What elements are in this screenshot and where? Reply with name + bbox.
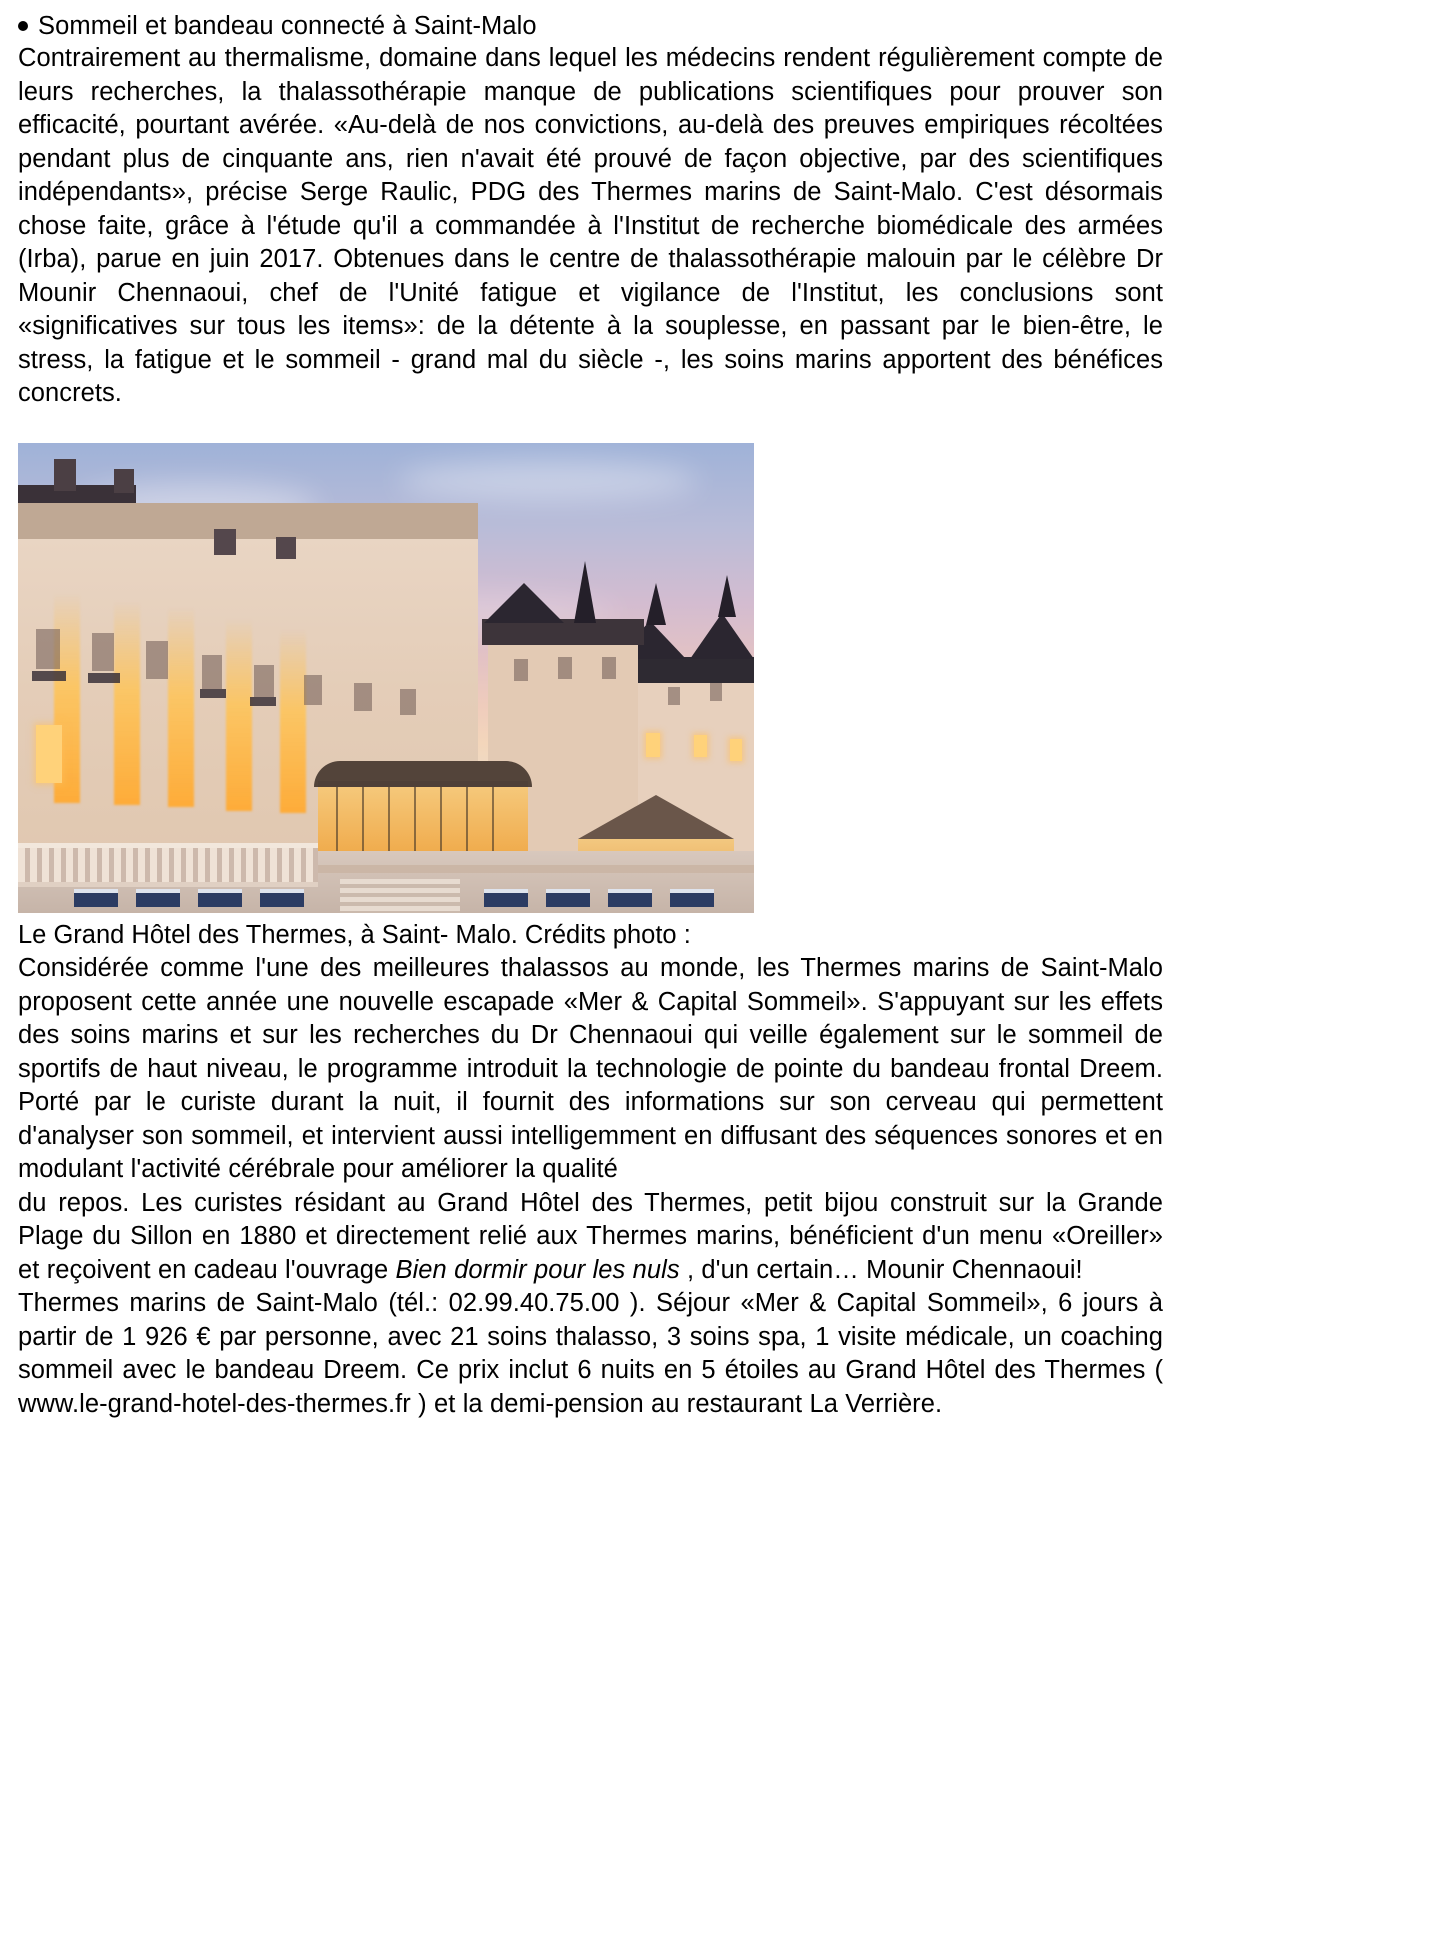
figure-photo <box>18 443 754 913</box>
paragraph-practical-part2: ) et la demi-pension au restaurant La Verrière. <box>410 1389 943 1418</box>
figure-caption: Le Grand Hôtel des Thermes, à Saint- Malo. Crédits photo : <box>18 920 691 949</box>
paragraph-practical-part1: Thermes marins de Saint-Malo (tél.: 02.99.40.75.00 ). Séjour «Mer & Capital Sommeil», 6 jours à partir de 1 926 € par personne, avec 21 soins thalasso, 3 soins spa, 1 visite médicale, un coaching sommeil avec le bandeau Dreem. Ce prix inclut 6 nuits en 5 étoiles au Grand Hôtel des Thermes ( <box>18 1289 1163 1384</box>
document-content <box>18 0 1163 1421</box>
paragraph-repos <box>18 1187 1163 1288</box>
paragraph-repos-part1: du repos. Les curistes résidant au Grand Hôtel des Thermes, petit bijou construit sur la Grande Plage du Sillon en 1880 et directement relié aux Thermes marins, bénéficient d'un menu «Oreiller» et reçoivent en cadeau l'ouvrage <box>18 1188 1163 1284</box>
section-heading-text: Sommeil et bandeau connecté à Saint-Malo <box>38 12 537 40</box>
hotel-photograph <box>18 443 754 913</box>
paragraph-after-image: Considérée comme l'une des meilleures thalassos au monde, les Thermes marins de Saint-Malo proposent cette année une nouvelle escapade «Mer & Capital Sommeil». S'appuyant sur les effets des soins marins et sur les recherches du Dr Chennaoui qui veille également sur le sommeil de sportifs de haut niveau, le programme introduit la technologie de pointe du bandeau frontal Dreem. Porté par le curiste durant la nuit, il fournit des informations sur son cerveau qui permettent d'analyser son sommeil, et intervient aussi intelligemment en diffusant des séquences sonores et en modulant l'activité cérébrale pour améliorer la qualité <box>18 954 1163 1183</box>
book-title: Bien dormir pour les nuls <box>395 1255 680 1284</box>
section-heading <box>18 10 1163 42</box>
hotel-website-url[interactable]: www.le-grand-hotel-des-thermes.fr <box>18 1389 411 1418</box>
balustrade <box>18 843 318 887</box>
paragraph-practical <box>18 1287 1163 1421</box>
paragraph-repos-part2: , d'un certain… Mounir Chennaoui! <box>679 1255 1083 1284</box>
bullet-icon <box>18 21 28 31</box>
paragraph-intro: Contrairement au thermalisme, domaine dans lequel les médecins rendent régulièrement compte de leurs recherches, la thalassothérapie manque de publications scientifiques pour prouver son efficacité, pourtant avérée. «Au-delà de nos convictions, au-delà des preuves empiriques récoltées pendant plus de cinquante ans, rien n'avait été prouvé de façon objective, par des scientifiques indépendants», précise Serge Raulic, PDG des Thermes marins de Saint-Malo. C'est désormais chose faite, grâce à l'étude qu'il a commandée à l'Institut de recherche biomédicale des armées (Irba), parue en juin 2017. Obtenues dans le centre de thalassothérapie malouin par le célèbre Dr Mounir Chennaoui, chef de l'Unité fatigue et vigilance de l'Institut, les conclusions sont «significatives sur tous les items»: de la détente à la souplesse, en passant par le bien-être, le stress, la fatigue et le sommeil - grand mal du siècle -, les soins marins apportent des bénéfices concrets. <box>18 44 1163 407</box>
